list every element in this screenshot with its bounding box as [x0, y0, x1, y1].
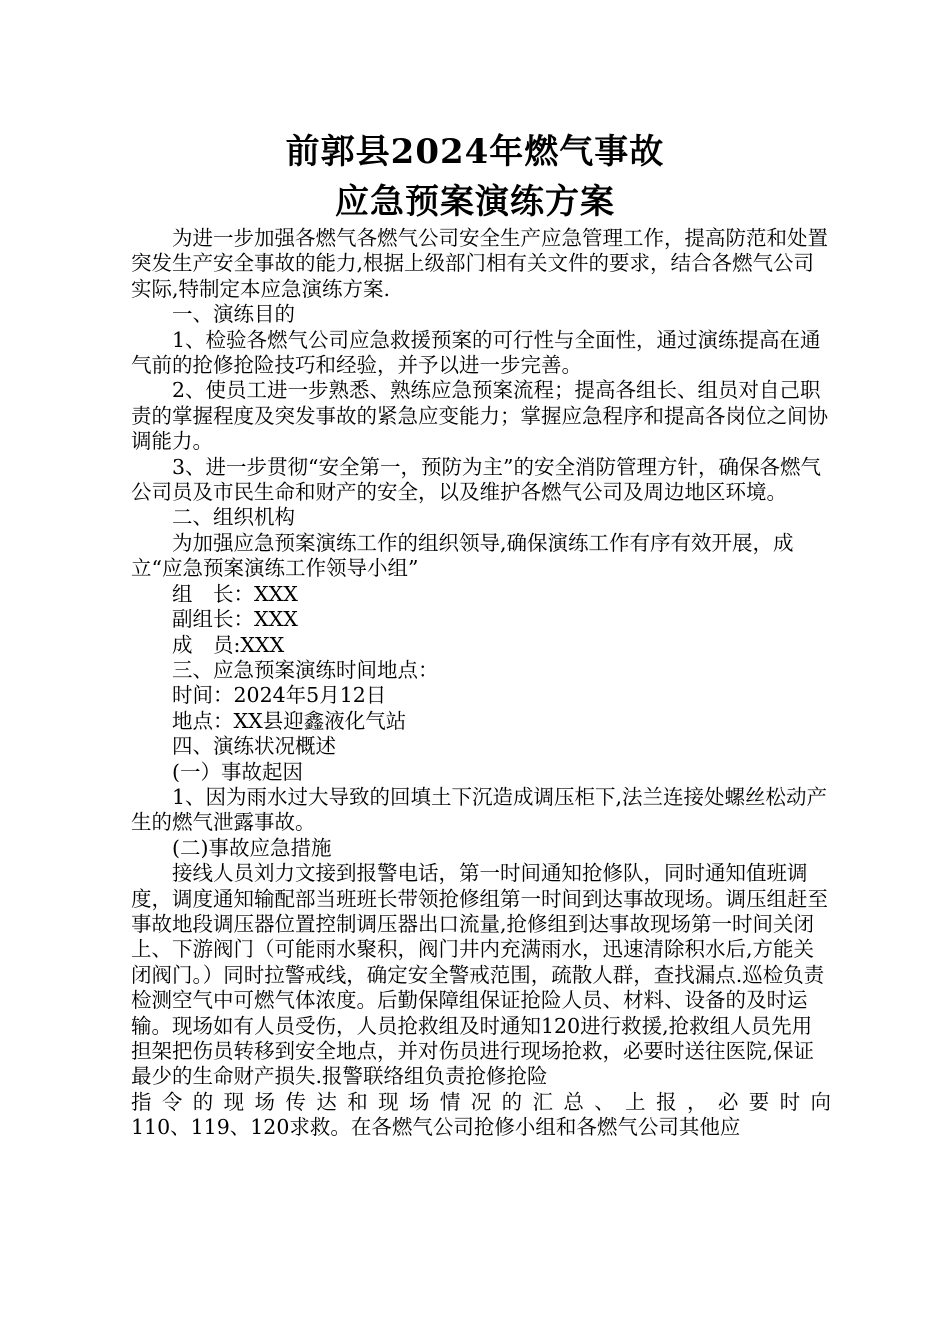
- drill-place: 地点：XX县迎鑫液化气站: [172, 708, 407, 733]
- team-deputy: 副组长：XXX: [172, 607, 298, 632]
- emergency-measures-paragraph: 接线人员刘力文接到报警电话，第一时间通知抢修队，同时通知值班调度，调度通知输配部当班班长带领抢修组第一时间到达事故现场。调压组赶至事故地段调压器位置控制调压器出口流量,抢修组到达事故现场第一时间关闭上、下游阀门（可能雨水聚积，阀门井内充满雨水，迅速清除积水后,方能关闭阀门。）同时拉警戒线，确定安全警戒范围，疏散人群，查找漏点.巡检负责检测空气中可燃气体浓度。后勤保障组保证抢险人员、材料、设备的及时运输。现场如有人员受伤，人员抢救组及时通知120进行救援,抢救组人员先用担架把伤员转移到安全地点，并对伤员进行现场抢救，必要时送往医院,保证最少的生命财产损失.报警联络组负责抢修抢险: [131, 861, 828, 1089]
- document-body: [131, 226, 831, 1141]
- section-1-item-2: 2、使员工进一步熟悉、熟练应急预案流程；提高各组长、组员对自己职责的掌握程度及突发事故的紧急应变能力；掌握应急程序和提高各岗位之间协调能力。: [131, 378, 828, 454]
- section-1-item-3: 3、进一步贯彻“安全第一，预防为主”的安全消防管理方针，确保各燃气公司员及市民生命和财产的安全，以及维护各燃气公司及周边地区环境。: [131, 454, 822, 505]
- section-4-subheading-1: (一）事故起因: [172, 759, 303, 784]
- section-1-heading: 一、演练目的: [172, 302, 295, 327]
- team-members: 成 员:XXX: [172, 632, 285, 657]
- team-leader: 组 长：XXX: [172, 581, 298, 606]
- drill-time: 时间：2024年5月12日: [172, 683, 387, 708]
- section-3-heading: 三、应急预案演练时间地点：: [172, 657, 439, 682]
- accident-cause-paragraph: 1、因为雨水过大导致的回填土下沉造成调压柜下,法兰连接处螺丝松动产生的燃气泄露事故。: [131, 784, 828, 835]
- section-4-subheading-2: (二)事故应急措施: [172, 835, 332, 860]
- emergency-measures-line-justified: 指令的现场传达和现场情况的汇总、上报，必要时向: [131, 1089, 831, 1114]
- emergency-measures-last-line: 110、119、120求救。在各燃气公司抢修小组和各燃气公司其他应: [131, 1115, 741, 1140]
- intro-paragraph: 为进一步加强各燃气各燃气公司安全生产应急管理工作，提高防范和处置突发生产安全事故的能力,根据上级部门相有关文件的要求，结合各燃气公司实际,特制定本应急演练方案.: [131, 226, 828, 301]
- document-title-line-1: 前郭县2024年燃气事故: [285, 132, 665, 172]
- section-2-paragraph: 为加强应急预案演练工作的组织领导,确保演练工作有序有效开展，成立“应急预案演练工作领导小组”: [131, 530, 794, 581]
- section-2-heading: 二、组织机构: [172, 505, 295, 530]
- section-1-item-1: 1、检验各燃气公司应急救援预案的可行性与全面性，通过演练提高在通气前的抢修抢险技巧和经验，并予以进一步完善。: [131, 327, 821, 378]
- document-title-line-2: 应急预案演练方案: [335, 182, 615, 222]
- section-4-heading: 四、演练状况概述: [172, 734, 336, 759]
